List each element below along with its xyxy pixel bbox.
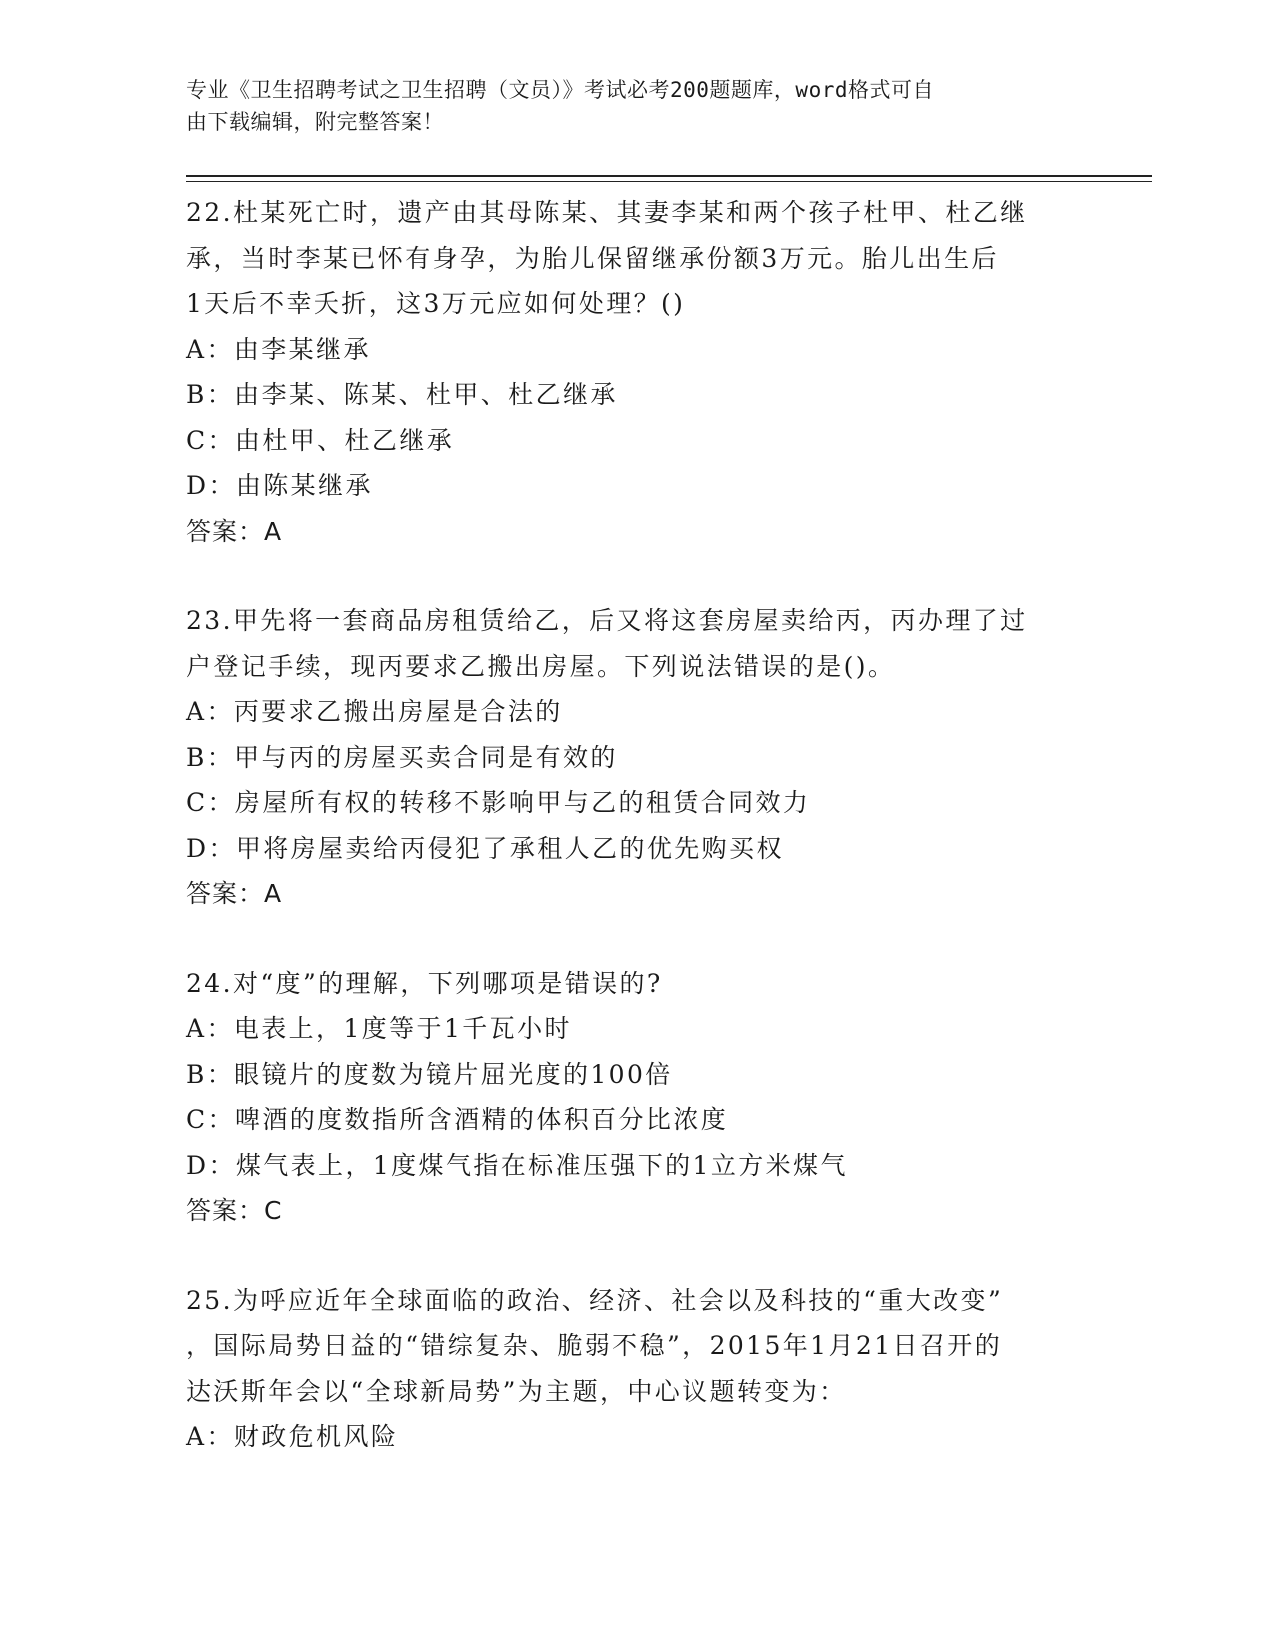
header-divider-thick <box>186 175 1152 177</box>
question-stem <box>186 961 1116 1007</box>
question-stem <box>186 190 1116 327</box>
question-23 <box>186 598 1116 917</box>
stem-line: 1天后不幸夭折，这3万元应如何处理？() <box>186 289 686 318</box>
stem-line: 25.为呼应近年全球面临的政治、经济、社会以及科技的“重大改变” <box>186 1285 1004 1315</box>
question-24 <box>186 961 1116 1234</box>
header-line-2: 由下载编辑，附完整答案！ <box>186 110 444 134</box>
option-d: D：由陈某继承 <box>186 471 373 500</box>
option-b: B：甲与丙的房屋买卖合同是有效的 <box>186 742 618 772</box>
stem-line: 23.甲先将一套商品房租赁给乙，后又将这套房屋卖给丙，丙办理了过 <box>186 606 1028 635</box>
stem-line: 达沃斯年会以“全球新局势”为主题，中心议题转变为： <box>186 1376 847 1406</box>
question-22 <box>186 190 1116 554</box>
option-d: D：煤气表上，1度煤气指在标准压强下的1立方米煤气 <box>186 1150 848 1180</box>
stem-line: 承，当时李某已怀有身孕，为胎儿保留继承份额3万元。胎儿出生后 <box>186 243 999 273</box>
document-header <box>186 74 1086 138</box>
header-divider-thin <box>186 181 1152 182</box>
option-a: A：电表上，1度等于1千瓦小时 <box>186 1014 572 1043</box>
stem-line: ，国际局势日益的“错综复杂、脆弱不稳”，2015年1月21日召开的 <box>186 1331 1003 1360</box>
option-a: A：丙要求乙搬出房屋是合法的 <box>186 697 563 726</box>
question-list <box>186 190 1116 1460</box>
stem-line: 24.对“度”的理解，下列哪项是错误的? <box>186 968 663 998</box>
option-a: A：财政危机风险 <box>186 1422 399 1451</box>
answer-line: 答案：A <box>186 879 283 908</box>
answer-line: 答案：A <box>186 516 283 546</box>
question-stem <box>186 1278 1116 1415</box>
option-c: C：房屋所有权的转移不影响甲与乙的租赁合同效力 <box>186 788 811 817</box>
question-25 <box>186 1278 1116 1460</box>
answer-line: 答案：C <box>186 1196 283 1225</box>
option-a: A：由李某继承 <box>186 334 371 364</box>
question-stem <box>186 598 1116 689</box>
stem-line: 22.杜某死亡时，遗产由其母陈某、其妻李某和两个孩子杜甲、杜乙继 <box>186 198 1028 227</box>
stem-line: 户登记手续，现丙要求乙搬出房屋。下列说法错误的是()。 <box>186 651 896 681</box>
option-c: C：由杜甲、杜乙继承 <box>186 425 455 455</box>
option-b: B：眼镜片的度数为镜片屈光度的100倍 <box>186 1059 673 1089</box>
option-b: B：由李某、陈某、杜甲、杜乙继承 <box>186 380 618 409</box>
header-line-1: 专业《卫生招聘考试之卫生招聘（文员）》考试必考200题题库，word格式可自 <box>186 78 934 102</box>
option-d: D：甲将房屋卖给丙侵犯了承租人乙的优先购买权 <box>186 833 784 863</box>
option-c: C：啤酒的度数指所含酒精的体积百分比浓度 <box>186 1105 729 1134</box>
